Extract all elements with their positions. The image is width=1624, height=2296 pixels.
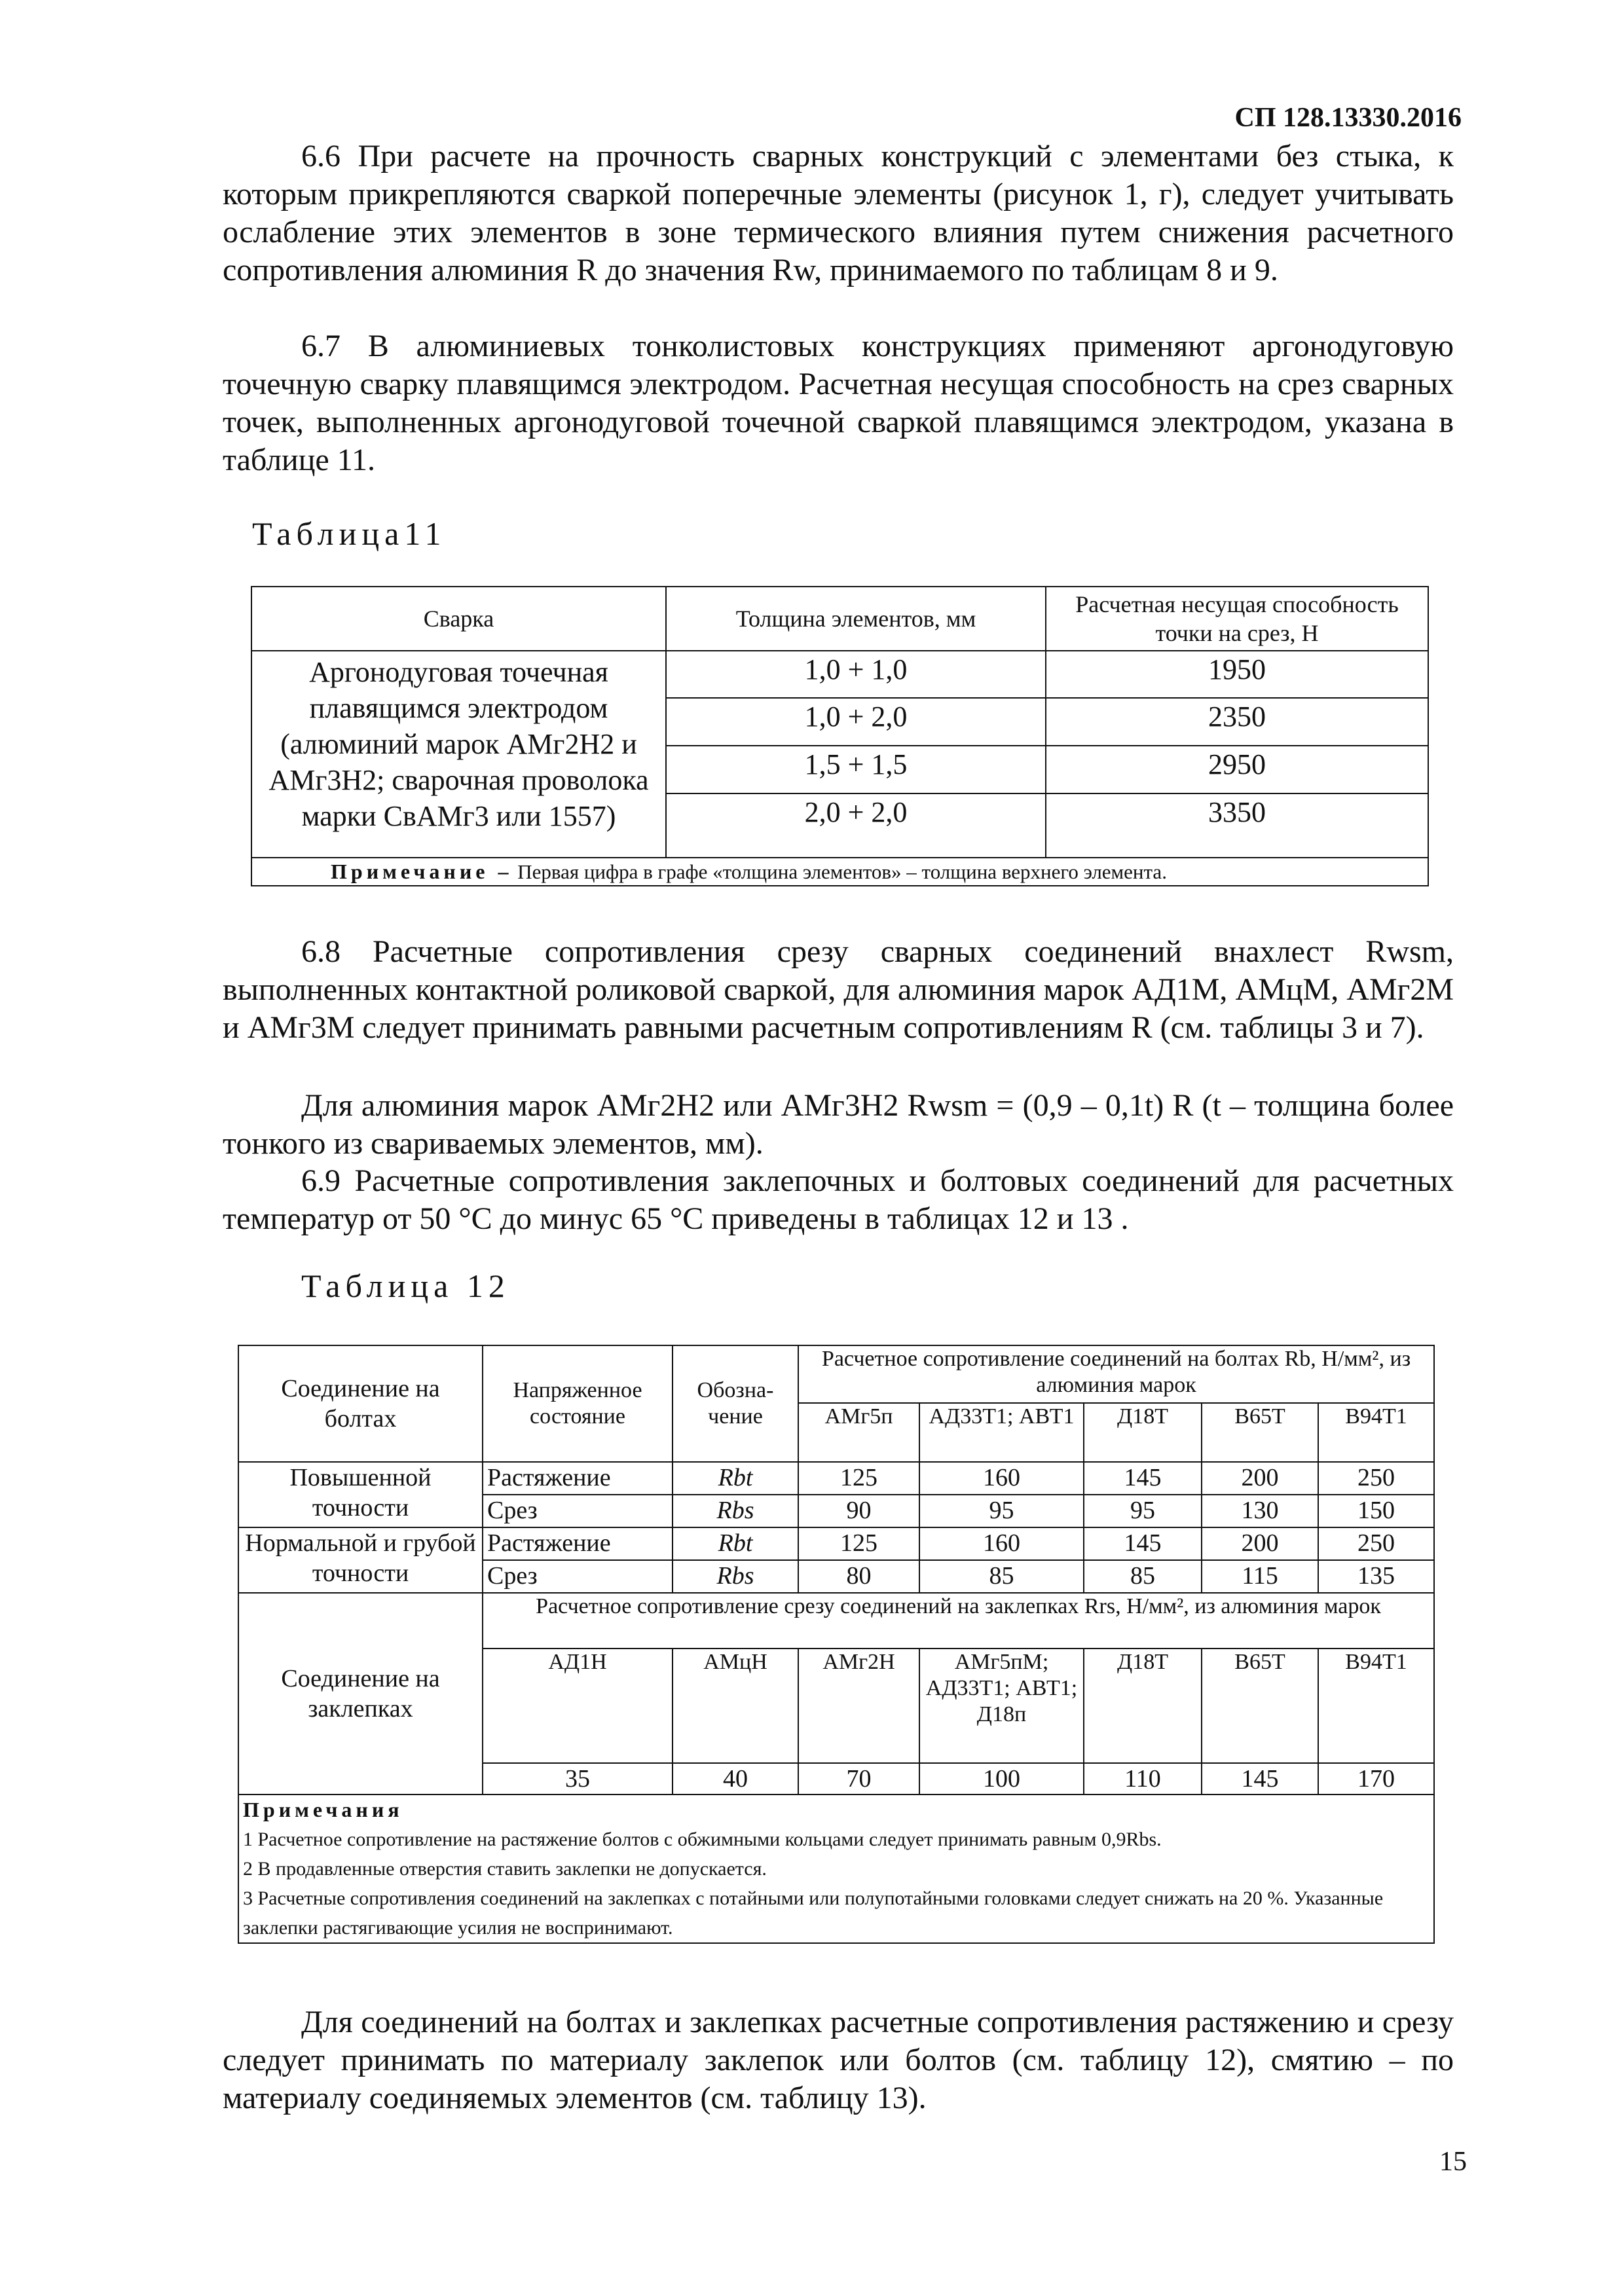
t12-rivet-value: 110 xyxy=(1084,1763,1202,1795)
t12-value: 90 xyxy=(798,1495,919,1527)
t12-value: 200 xyxy=(1202,1527,1318,1560)
t12-notes-title: Примечания xyxy=(243,1798,403,1821)
t11-thickness: 2,0 + 2,0 xyxy=(666,793,1046,858)
t12-value: 160 xyxy=(919,1527,1084,1560)
paragraph-6-8-cont: Для алюминия марок АМг2Н2 или АМг3Н2 Rwsm = (0,9 – 0,1t) R (t – толщина более тонкого из свариваемых элементов, мм). xyxy=(223,1088,1454,1161)
t11-header-thickness: Толщина элементов, мм xyxy=(666,587,1046,651)
t12-value: 135 xyxy=(1318,1560,1434,1593)
t12-head-bolt-group: Расчетное сопротивление соединений на болтах Rb, Н/мм², из алюминия марок xyxy=(798,1345,1434,1403)
t12-value: 200 xyxy=(1202,1462,1318,1495)
t12-stress: Срез xyxy=(483,1495,673,1527)
t12-head-designation: Обозна-чение xyxy=(673,1345,798,1462)
t12-bolt-group: Повышенной точности xyxy=(238,1462,483,1527)
t11-thickness: 1,0 + 2,0 xyxy=(666,698,1046,746)
t12-value: 150 xyxy=(1318,1495,1434,1527)
t12-rivet-value: 170 xyxy=(1318,1763,1434,1795)
t11-capacity: 2950 xyxy=(1046,746,1428,793)
t11-capacity: 1950 xyxy=(1046,651,1428,698)
t12-bolt-material: АД33Т1; АВТ1 xyxy=(919,1403,1084,1462)
t12-rivet-material: В65Т xyxy=(1202,1649,1318,1763)
t11-header-weld: Сварка xyxy=(251,587,666,651)
paragraph-final: Для соединений на болтах и заклепках расчетные сопротивления растяжению и срезу следует принимать по материалу заклепок или болтов (см. таблицу 12), смятию – по материалу соединяемых элементов (см. таблицу 13). xyxy=(223,2005,1454,2115)
t12-rivet-group: Расчетное сопротивление срезу соединений на заклепках Rrs, Н/мм², из алюминия марок xyxy=(483,1593,1434,1649)
t12-rivet-value: 100 xyxy=(919,1763,1084,1795)
t12-rivet-value: 145 xyxy=(1202,1763,1318,1795)
t12-rivet-value: 35 xyxy=(483,1763,673,1795)
t12-value: 125 xyxy=(798,1527,919,1560)
t12-bolt-material: Д18Т xyxy=(1084,1403,1202,1462)
t11-capacity: 3350 xyxy=(1046,793,1428,858)
t11-thickness: 1,5 + 1,5 xyxy=(666,746,1046,793)
t11-header-capacity: Расчетная несущая способность точки на срез, Н xyxy=(1046,587,1428,651)
t12-value: 95 xyxy=(919,1495,1084,1527)
paragraph-6-7: 6.7 В алюминиевых тонколистовых конструкциях применяют аргонодуговую точечную сварку плавящимся электродом. Расчетная несущая способность на срез сварных точек, выполненных аргонодуговой точечной сваркой плавящимся электродом, указана в таблице 11. xyxy=(223,329,1454,477)
t12-stress: Растяжение xyxy=(483,1527,673,1560)
t12-rivet-value: 40 xyxy=(673,1763,798,1795)
t12-note: 1 Расчетное сопротивление на растяжение болтов с обжимными кольцами следует принимать равным 0,9Rbs. xyxy=(243,1829,1162,1850)
paragraph-6-6: 6.6 При расчете на прочность сварных конструкций с элементами без стыка, к которым прикрепляются сваркой поперечные элементы (рисунок 1, г), следует учитывать ослабление этих элементов в зоне термического влияния путем снижения расчетного сопротивления алюминия R до значения Rw, принимаемого по таблицам 8 и 9. xyxy=(223,139,1454,287)
t12-stress: Растяжение xyxy=(483,1462,673,1495)
t12-value: 95 xyxy=(1084,1495,1202,1527)
t12-bolt-material: В94Т1 xyxy=(1318,1403,1434,1462)
paragraph-6-8: 6.8 Расчетные сопротивления срезу сварных соединений внахлест Rwsm, выполненных контактной роликовой сваркой, для алюминия марок АД1М, АМцМ, АМг2М и АМг3М следует принимать равными расчетным сопротивлениям R (см. таблицы 3 и 7). xyxy=(223,934,1454,1045)
t11-note-label: Примечание – xyxy=(331,860,513,883)
t12-stress: Срез xyxy=(483,1560,673,1593)
page-number: 15 xyxy=(1439,2147,1467,2177)
t12-value: 250 xyxy=(1318,1527,1434,1560)
t12-note: 2 В продавленные отверстия ставить заклепки не допускается. xyxy=(243,1858,767,1880)
t11-note-text: Первая цифра в графе «толщина элементов» – толщина верхнего элемента. xyxy=(517,860,1167,883)
t12-value: 160 xyxy=(919,1462,1084,1495)
t12-value: 115 xyxy=(1202,1560,1318,1593)
t12-bolt-material: В65Т xyxy=(1202,1403,1318,1462)
t12-value: 130 xyxy=(1202,1495,1318,1527)
t12-value: 145 xyxy=(1084,1527,1202,1560)
t12-rivet-material: АМг2Н xyxy=(798,1649,919,1763)
t11-weld-type: Аргонодуговая точечная плавящимся электродом (алюминий марок АМг2Н2 и АМг3Н2; сварочная проволока марки СвАМг3 или 1557) xyxy=(251,651,666,858)
t12-value: 125 xyxy=(798,1462,919,1495)
t12-value: 85 xyxy=(919,1560,1084,1593)
table11-caption: Таблица11 xyxy=(252,515,447,552)
document-code: СП 128.13330.2016 xyxy=(1234,103,1462,133)
table12-caption: Таблица 12 xyxy=(301,1267,510,1304)
t12-rivet-connection: Соединение на заклепках xyxy=(238,1593,483,1795)
t12-symbol: Rbt xyxy=(673,1462,798,1495)
t12-value: 80 xyxy=(798,1560,919,1593)
t11-capacity: 2350 xyxy=(1046,698,1428,746)
paragraph-6-9: 6.9 Расчетные сопротивления заклепочных и болтовых соединений для расчетных температур от 50 °С до минус 65 °С приведены в таблицах 12 и 13 . xyxy=(223,1163,1454,1236)
t12-rivet-material: Д18Т xyxy=(1084,1649,1202,1763)
t12-head-stress: Напряженное состояние xyxy=(483,1345,673,1462)
t12-head-connection: Соединение на болтах xyxy=(238,1345,483,1462)
t12-value: 145 xyxy=(1084,1462,1202,1495)
t12-bolt-group: Нормальной и грубой точности xyxy=(238,1527,483,1593)
t12-symbol: Rbs xyxy=(673,1495,798,1527)
t12-rivet-material: АМг5пМ; АД33Т1; АВТ1; Д18п xyxy=(919,1649,1084,1763)
t11-note xyxy=(251,858,1428,886)
t11-thickness: 1,0 + 1,0 xyxy=(666,651,1046,698)
t12-value: 250 xyxy=(1318,1462,1434,1495)
t12-rivet-material: В94Т1 xyxy=(1318,1649,1434,1763)
t12-rivet-material: АМцН xyxy=(673,1649,798,1763)
t12-bolt-material: АМг5п xyxy=(798,1403,919,1462)
t12-notes xyxy=(238,1795,1434,1943)
table-12 xyxy=(238,1345,1435,1944)
t12-value: 85 xyxy=(1084,1560,1202,1593)
t12-rivet-value: 70 xyxy=(798,1763,919,1795)
t12-note: 3 Расчетные сопротивления соединений на заклепках с потайными или полупотайными головками следует снижать на 20 %. Указанные заклепки растягивающие усилия не воспринимают. xyxy=(243,1887,1384,1939)
t12-symbol: Rbt xyxy=(673,1527,798,1560)
t12-symbol: Rbs xyxy=(673,1560,798,1593)
t12-rivet-material: АД1Н xyxy=(483,1649,673,1763)
table-11 xyxy=(251,586,1429,886)
